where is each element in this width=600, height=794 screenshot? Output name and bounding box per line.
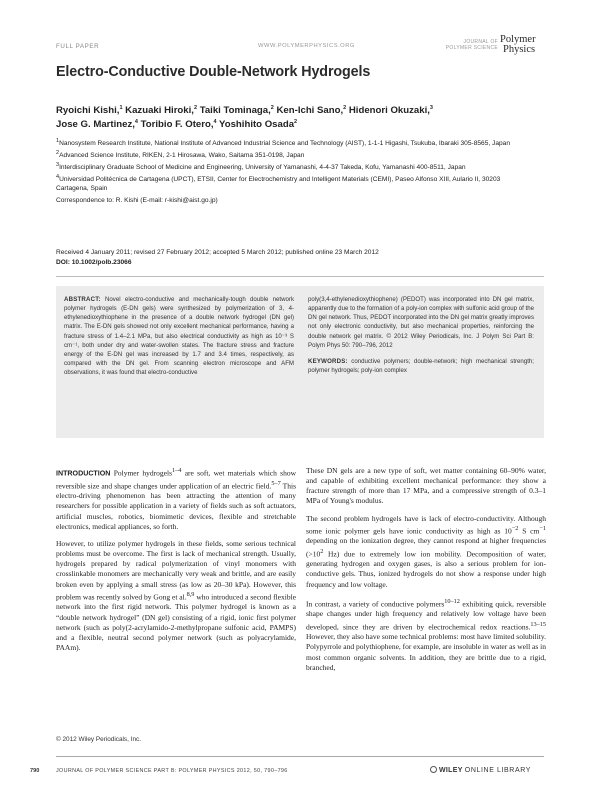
affiliation-text: Advanced Science Institute, RIKEN, 2-1 Hirosawa, Wako, Saitama 351-0198, Japan	[59, 152, 305, 159]
page-number: 790	[30, 768, 40, 774]
affiliation	[56, 151, 526, 160]
text-run: However, they also have some technical problems: most have limited solubility. Polypyrrole and polythiophene, for example, are insoluble in water as well as in most common organic solvents. In addition, they are brittle due to a rigid, branched,	[306, 632, 546, 672]
affiliation-text: Universidad Politécnica de Cartagena (UPCT), ETSII, Center for Electrochemistry and Intelligent Materials (CEMI), Paseo Alfonso XIII, Aulario II, 30203 Cartagena, Spain	[56, 176, 501, 193]
exponent: 2	[320, 547, 324, 555]
keywords-label: KEYWORDS:	[308, 357, 348, 365]
footer-divider	[56, 756, 544, 757]
journal-website[interactable]: WWW.POLYMERPHYSICS.ORG	[258, 43, 355, 49]
logo-line1: Polymer	[500, 34, 536, 45]
paragraph	[306, 514, 546, 590]
abstract-text: Novel electro-conductive and mechanically-tough double network polymer hydrogels (E-DN gels) were synthesized by polymerization of 3, 4-ethylenedioxythiophene in the presence of a double network hydrogel (DN gel) matrix. The E-DN gels showed not only excellent mechanical performance, having a fracture stress of 1.4–2.1 MPa, but also electrical conductivity as high as 10⁻³ S cm⁻¹, both under dry and water-swollen states. The fracture stress and fracture energy of the E-DN gel was increased by 1.7 and 3.4 times, respectively, as compared with the DN gel. From scanning electron microscope and AFM observations, it was found that electro-conductive	[64, 296, 294, 377]
polymer-physics-logo	[500, 35, 536, 54]
footer-journal-citation: JOURNAL OF POLYMER SCIENCE PART B: POLYMER PHYSICS 2012, 50, 790–796	[56, 768, 288, 774]
text-run: S cm	[522, 526, 540, 536]
affiliation	[56, 139, 526, 148]
abstract-left-column	[64, 295, 294, 377]
wiley-light: ONLINE LIBRARY	[464, 767, 532, 774]
text-run: Hz) due to extremely low ion mobility. Decomposition of water, generating hydrogen and oxygen gases, is also a serious problem for ion-conductive gels. Thus, ionized hydrogels do not show a response under high frequency and low voltage.	[306, 549, 547, 589]
article-title: Electro-Conductive Double-Network Hydrogels	[56, 64, 371, 80]
wiley-online-library-logo[interactable]	[430, 766, 531, 774]
author-affiliation: 2	[193, 104, 198, 111]
journal-name	[444, 39, 498, 51]
affiliation-text: Nanosystem Research Institute, National Institute of Advanced Industrial Science and Technology (AIST), 1-1-1 Higashi, Tsukuba, Ibaraki 305-8565, Japan	[59, 140, 511, 147]
affiliation-number: 1	[56, 137, 60, 144]
author: Jose G. Martinez,	[56, 118, 135, 130]
abstract-text-continued: poly(3,4-ethylenedioxythiophene) (PEDOT) was incorporated into DN gel matrix, apparently due to the formation of a poly-ion complex with sulfonic acid group of the DN gel network. Thus, PEDOT incorporated into the DN gel matrix greatly improves not only electronic conductivity, but also mechanical properties, reinforcing the double network gel matrix. © 2012 Wiley Periodicals, Inc. J Polym Sci Part B: Polym Phys 50: 790–796, 2012	[308, 296, 534, 349]
author: Ken-Ichi Sano,	[276, 105, 344, 116]
affiliation	[56, 163, 526, 172]
author: Yoshihito Osada	[219, 118, 295, 130]
author-affiliation: 2	[294, 118, 298, 125]
author: Toribio F. Otero,	[140, 118, 214, 130]
affiliation-number: 4	[56, 173, 60, 180]
section-heading: INTRODUCTION	[56, 469, 111, 478]
author-affiliation: 4	[213, 118, 217, 125]
received-dates: Received 4 January 2011; revised 27 February 2012; accepted 5 March 2012; published online 23 March 2012	[56, 249, 379, 256]
affiliation-number: 2	[56, 149, 60, 156]
affiliation-list	[56, 139, 526, 208]
divider	[56, 276, 544, 277]
text-run: However, to utilize polymer hydrogels in these fields, some serious technical problems must be overcome. The first is lack of mechanical strength. Usually, hydrogels prepared by radical polymerization of vinyl monomers with crosslinkable monomers are mechanically very weak and brittle, and are easily broken even by applying a small stress (as low as 20–30 kPa). However, this problem was recently solved by Gong et al.	[56, 538, 296, 602]
text-run: In contrast, a variety of conductive polymers	[306, 599, 445, 609]
paragraph	[56, 466, 296, 532]
paragraph: These DN gels are a new type of soft, wet matter containing 60–90% water, and capable of exhibiting excellent mechanical performance: they show a fracture strength of more than 17 MPa, and a compressive strength of 0.3–1 MPa of Young's modulus.	[306, 466, 546, 506]
affiliation	[56, 175, 526, 194]
author-affiliation: 1	[119, 104, 123, 111]
paragraph	[56, 539, 296, 653]
section-label: FULL PAPER	[56, 43, 100, 50]
author-affiliation: 4	[134, 118, 138, 125]
keywords	[308, 357, 534, 375]
text-run: exhibiting quick, reversible shape changes under high frequency and relatively low voltage have been developed, since they are driven by electrochemical redox reactions.	[306, 599, 546, 632]
citation[interactable]: 8,9	[186, 590, 195, 598]
text-run: depending on the ionization degree, they cannot respond at higher frequencies (>10	[306, 536, 546, 559]
abstract-box	[56, 286, 544, 438]
text-run: who introduced a second flexible network into the first rigid network. This polymer hydrogel is known as a “double network hydrogel” (DN gel) consisting of a rigid, ionic first polymer network (such as poly(2-acrylamido-2-methylpropane sulfonic acid, PAMPS) and a flexible, neutral second polymer network (such as polyacrylamide, PAAm).	[56, 592, 296, 652]
author: Kazuaki Hiroki,	[125, 105, 194, 116]
body-left-column	[56, 466, 296, 660]
author-list	[56, 104, 556, 131]
journal-name-line1: JOURNAL OF	[463, 39, 498, 45]
author: Ryoichi Kishi,	[56, 105, 120, 116]
citation[interactable]: 10–12	[444, 597, 460, 605]
text-run: are soft, wet materials which show reversible size and shape changes under application of an electric field.	[56, 468, 297, 491]
exponent: −2	[511, 524, 519, 532]
paragraph	[306, 597, 546, 673]
author-affiliation: 2	[343, 104, 347, 111]
text-run: Polymer hydrogels	[113, 468, 173, 478]
logo-line2: Physics	[503, 43, 536, 55]
citation[interactable]: 13–15	[530, 620, 546, 628]
abstract-right-column	[308, 295, 534, 375]
publication-history	[56, 248, 556, 267]
author-affiliation: 2	[270, 104, 274, 111]
citation[interactable]: 5–7	[271, 479, 281, 487]
citation[interactable]: 1–4	[172, 467, 182, 474]
author: Hidenori Okuzaki,	[348, 105, 430, 116]
exponent: −1	[539, 524, 546, 532]
copyright-notice: © 2012 Wiley Periodicals, Inc.	[56, 736, 141, 743]
wiley-bold: WILEY	[439, 767, 463, 774]
abstract-label: ABSTRACT:	[64, 296, 101, 303]
body-right-column	[306, 466, 546, 680]
correspondence: Correspondence to: R. Kishi (E-mail: r-kishi@aist.go.jp)	[56, 197, 218, 205]
keywords-text: conductive polymers; double-network; high mechanical strength; polymer hydrogels; poly-ion complex	[308, 357, 534, 375]
text-run: The second problem hydrogels have is lack of electro-conductivity. Although some ionic polymer gels have ionic conductivity as high as 10	[306, 513, 546, 536]
doi-link[interactable]: DOI: 10.1002/polb.23066	[56, 258, 132, 266]
author-affiliation: 3	[429, 104, 433, 111]
author: Taiki Tominaga,	[199, 105, 271, 116]
affiliation-number: 3	[56, 161, 60, 168]
journal-name-line2: POLYMER SCIENCE	[445, 45, 498, 51]
affiliation-text: Interdisciplinary Graduate School of Medicine and Engineering, University of Yamanashi, 4-4-37 Takeda, Kofu, Yamanashi 400-8511, Japan	[59, 164, 466, 171]
wiley-icon	[430, 766, 437, 773]
text-run: This electro-driving phenomenon has been attracting the attention of many researchers for possible application in a variety of fields such as soft actuators, artificial muscles, robotics, biomimetic devices, flexible and stretchable electronics, medical appliances, so forth.	[56, 481, 296, 531]
